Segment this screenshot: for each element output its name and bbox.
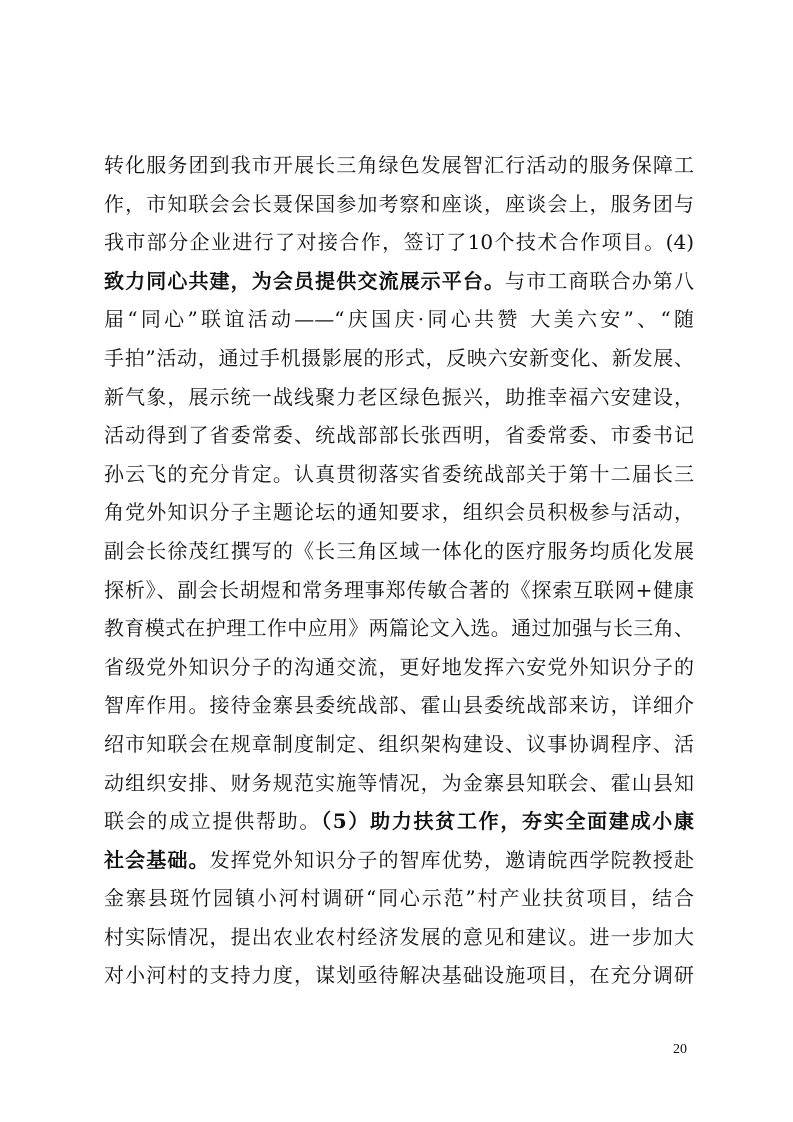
text-line: [104, 648, 694, 687]
bold-heading-run: 社会基础。: [104, 847, 210, 872]
text-run: 角党外知识分子主题论坛的通知要求，组织会员积极参与活动，: [104, 500, 694, 525]
text-run: 村实际情况，提出农业农村经济发展的意见和建议。进一步加大: [104, 924, 694, 949]
text-run: 发挥党外知识分子的智库优势，邀请皖西学院教授赴: [209, 847, 695, 872]
text-run: 联会的成立提供帮助。: [104, 809, 322, 834]
text-line: [104, 841, 694, 880]
bold-heading-run: 致力同心共建，为会员提供交流展示平台。: [104, 268, 506, 293]
text-run: 作，市知联会会长聂保国参加考察和座谈，座谈会上，服务团与: [104, 191, 694, 216]
text-line: [104, 956, 694, 995]
text-run: 对小河村的支持力度，谋划亟待解决基础设施项目，在充分调研: [104, 963, 694, 988]
text-run: 转化服务团到我市开展长三角绿色发展智汇行活动的服务保障工: [104, 153, 694, 177]
text-line: [104, 300, 694, 339]
text-run: 副会长徐茂红撰写的《长三角区域一体化的医疗服务均质化发展: [104, 538, 694, 563]
text-run: 探析》、副会长胡煜和常务理事郑传敏合著的《探索互联网+健康: [104, 577, 694, 602]
text-line: [104, 686, 694, 725]
text-line: [104, 493, 694, 532]
text-line: [104, 918, 694, 957]
text-line: [104, 223, 694, 262]
text-line: [104, 532, 694, 571]
text-line: [104, 339, 694, 378]
text-line: [104, 879, 694, 918]
text-run: 新气象，展示统一战线聚力老区绿色振兴，助推幸福六安建设，: [104, 384, 694, 409]
text-line: [104, 725, 694, 764]
text-run: 与市工商联合办第八: [505, 268, 695, 293]
text-run: 教育模式在护理工作中应用》两篇论文入选。通过加强与长三角、: [104, 616, 694, 641]
text-line: [104, 262, 694, 301]
text-run: 孙云飞的充分肯定。认真贯彻落实省委统战部关于第十二届长三: [104, 461, 694, 486]
text-run: 动组织安排、财务规范实施等情况，为金寨县知联会、霍山县知: [104, 770, 694, 795]
text-run: 我市部分企业进行了对接合作，签订了10个技术合作项目。(4): [104, 230, 694, 255]
bold-heading-run: （5）助力扶贫工作，夯实全面建成小康: [321, 809, 695, 834]
text-line: [104, 378, 694, 417]
text-run: 绍市知联会在规章制度制定、组织架构建设、议事协调程序、活: [104, 731, 694, 756]
text-line: [104, 455, 694, 494]
body-text: [104, 146, 694, 995]
text-line: [104, 609, 694, 648]
page-number: 20: [673, 1042, 687, 1057]
text-line: [104, 416, 694, 455]
text-line: [104, 146, 694, 185]
text-run: 智库作用。接待金寨县委统战部、霍山县委统战部来访，详细介: [104, 693, 694, 718]
text-run: 手拍”活动，通过手机摄影展的形式，反映六安新变化、新发展、: [104, 345, 694, 370]
text-line: [104, 185, 694, 224]
text-run: 活动得到了省委常委、统战部部长张西明，省委常委、市委书记: [104, 423, 694, 448]
text-run: 金寨县斑竹园镇小河村调研“同心示范”村产业扶贫项目，结合: [104, 886, 694, 911]
text-line: [104, 802, 694, 841]
text-line: [104, 764, 694, 803]
text-run: 届“同心”联谊活动——“庆国庆·同心共赞 大美六安”、“随: [104, 307, 694, 332]
text-run: 省级党外知识分子的沟通交流，更好地发挥六安党外知识分子的: [104, 654, 694, 679]
text-line: [104, 571, 694, 610]
